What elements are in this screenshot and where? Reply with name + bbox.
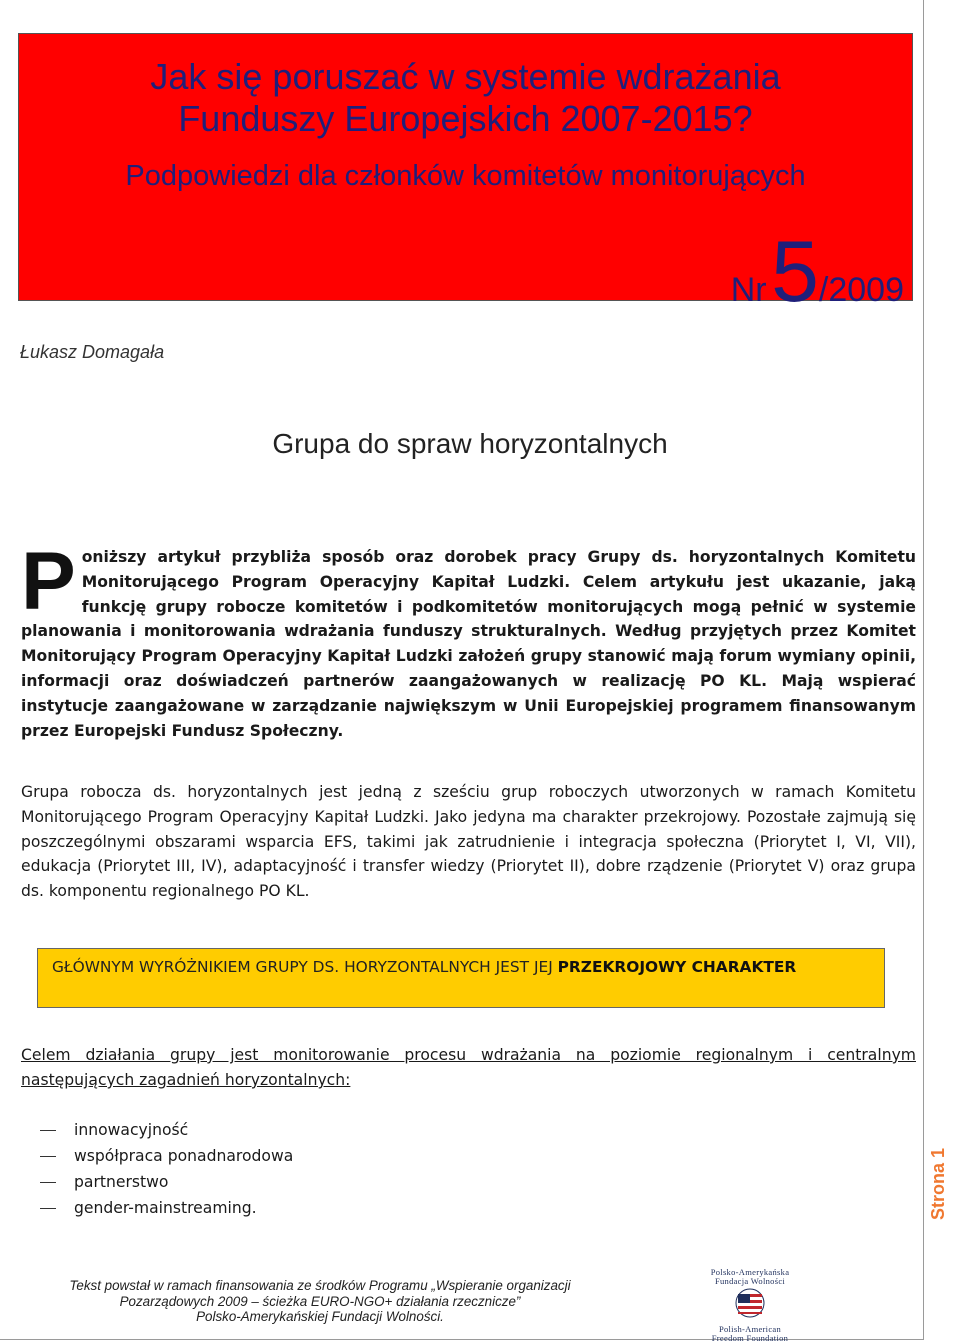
list-item: innowacyjność	[40, 1117, 293, 1143]
title-line-1: Jak się poruszać w systemie wdrażania	[150, 56, 781, 97]
eagle-flag-icon	[704, 1286, 796, 1320]
footer-line-1: Tekst powstał w ramach finansowania ze środków Programu „Wspieranie organizacji	[69, 1278, 571, 1293]
document-title	[19, 56, 912, 140]
topics-list	[40, 1117, 293, 1221]
issue-year: /2009	[818, 271, 904, 309]
title-line-2: Funduszy Europejskich 2007-2015?	[178, 98, 753, 139]
issue-number	[730, 224, 904, 320]
footer-note	[60, 1278, 580, 1325]
header-banner	[18, 33, 913, 320]
author-name: Łukasz Domagała	[20, 342, 165, 362]
section-heading: Grupa do spraw horyzontalnych	[272, 428, 668, 459]
logo-bottom-line-2: Freedom Foundation	[711, 1333, 789, 1343]
logo-top-line-2: Fundacja Wolności	[714, 1276, 786, 1286]
intro-text: oniższy artykuł przybliża sposób oraz dorobek pracy Grupy ds. horyzontalnych Komitetu Monitorującego Program Operacyjny Kapitał Ludzki. Celem artykułu jest ukazanie, jaką funkcję grupy robocze komitetów i podkomitetów monitorujących mogą pełnić w systemie planowania i monitorowania wdrażania funduszy strukturalnych. Według przyjętych przez Komitet Monitorujący Program Operacyjny Kapitał Ludzki założeń grupy stanowić mają forum wymiany opinii, informacji oraz doświadczeń partnerów zaangażowanych w realizację PO KL. Mają wspierać instytucje zaangażowane w zarządzanie największym w Unii Europejskiej programem finansowanym przez Europejski Fundusz Społeczny.	[21, 548, 916, 740]
document-subtitle: Podpowiedzi dla członków komitetów monitorujących	[125, 160, 806, 192]
highlight-bold: PRZEKROJOWY CHARAKTER	[557, 958, 797, 976]
page-number-label: Strona 1	[928, 1147, 948, 1220]
footer-line-2: Pozarządowych 2009 – ścieżka EURO-NGO+ działania rzecznicze”	[119, 1293, 521, 1309]
dash-bullet	[40, 1130, 56, 1131]
dash-bullet	[40, 1156, 56, 1157]
dash-bullet	[40, 1182, 56, 1183]
list-item: partnerstwo	[40, 1169, 293, 1195]
issue-digit: 5	[771, 224, 819, 320]
logo-bottom-line-1: Polish-American	[718, 1324, 782, 1334]
logo-top-line-1: Polsko-Amerykańska	[710, 1267, 790, 1277]
intro-paragraph	[21, 536, 916, 743]
list-item: gender-mainstreaming.	[40, 1195, 293, 1221]
footer-line-3: Polsko-Amerykańskiej Fundacji Wolności.	[196, 1309, 444, 1324]
foundation-logo	[704, 1267, 796, 1343]
drop-cap: P	[21, 536, 76, 627]
body-paragraph: Grupa robocza ds. horyzontalnych jest jedną z sześciu grup roboczych utworzonych w ramach Komitetu Monitorującego Program Operacyjny Kapitał Ludzki. Jako jedyna ma charakter przekrojowy. Pozostałe zajmują się poszczególnymi obszarami wsparcia EFS, takimi jak zatrudnienie i integracja społeczna (Priorytet I, VI, VII), edukacja (Priorytet III, IV), adaptacyjność i transfer wiedzy (Priorytet II), dobre rządzenie (Priorytet V) oraz grupa ds. komponentu regionalnego PO KL.	[21, 783, 916, 901]
list-item: współpraca ponadnarodowa	[40, 1143, 293, 1169]
issue-prefix: Nr	[730, 271, 767, 309]
highlight-box	[37, 948, 885, 1008]
objective-paragraph: Celem działania grupy jest monitorowanie procesu wdrażania na poziomie regionalnym i centralnym następujących zagadnień horyzontalnych:	[21, 1046, 916, 1089]
dash-bullet	[40, 1208, 56, 1209]
highlight-text: GŁÓWNYM WYRÓŻNIKIEM GRUPY DS. HORYZONTALNYCH JEST JEJ	[52, 958, 558, 976]
